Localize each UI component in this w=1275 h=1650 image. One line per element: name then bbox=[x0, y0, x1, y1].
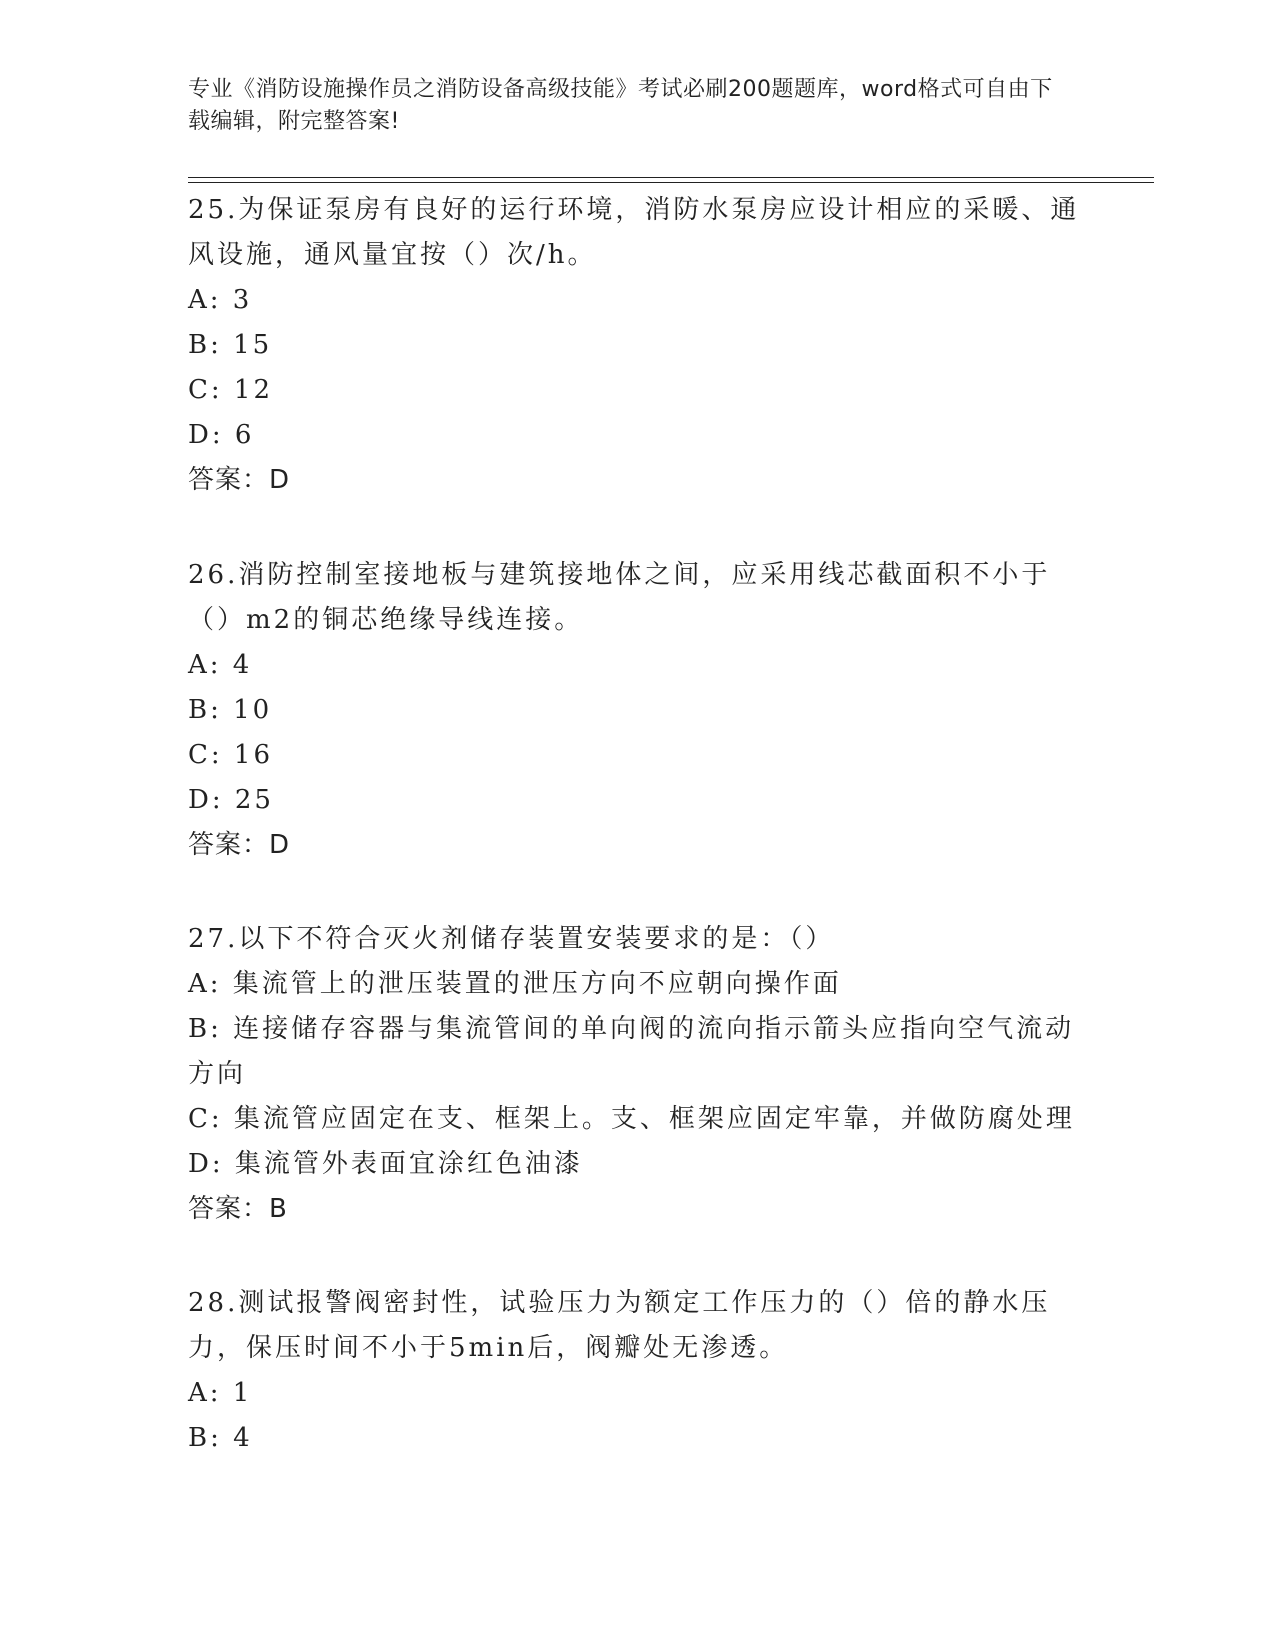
answer-label: 答案：B bbox=[188, 1194, 288, 1224]
answer-label: 答案：D bbox=[188, 465, 291, 495]
answer-label: 答案：D bbox=[188, 830, 291, 860]
question-stem: 27.以下不符合灭火剂储存装置安装要求的是：（） bbox=[188, 924, 835, 954]
question-28 bbox=[188, 1281, 1088, 1461]
option-a: A: 4 bbox=[188, 650, 253, 680]
option-b: B: 15 bbox=[188, 330, 273, 360]
document-header: 专业《消防设施操作员之消防设备高级技能》考试必刷200题题库，word格式可自由下载编辑，附完整答案! bbox=[188, 77, 1053, 134]
option-c: C: 16 bbox=[188, 740, 274, 770]
header-divider-top bbox=[188, 177, 1154, 178]
option-c: C: 12 bbox=[188, 375, 274, 405]
option-b: B: 连接储存容器与集流管间的单向阀的流向指示箭头应指向空气流动方向 bbox=[188, 1014, 1075, 1089]
option-d: D: 25 bbox=[188, 785, 274, 815]
option-c: C: 集流管应固定在支、框架上。支、框架应固定牢靠，并做防腐处理 bbox=[188, 1104, 1075, 1134]
question-27 bbox=[188, 917, 1088, 1232]
option-b: B: 10 bbox=[188, 695, 273, 725]
question-stem: 26.消防控制室接地板与建筑接地体之间，应采用线芯截面积不小于（）m2的铜芯绝缘导线连接。 bbox=[188, 560, 1051, 635]
option-b: B: 4 bbox=[188, 1423, 253, 1453]
question-25 bbox=[188, 188, 1088, 503]
question-26 bbox=[188, 553, 1088, 868]
option-a: A: 集流管上的泄压装置的泄压方向不应朝向操作面 bbox=[188, 969, 842, 999]
option-d: D: 集流管外表面宜涂红色油漆 bbox=[188, 1149, 583, 1179]
header-divider-bottom bbox=[188, 182, 1154, 183]
option-a: A: 3 bbox=[188, 285, 253, 315]
question-stem: 28.测试报警阀密封性，试验压力为额定工作压力的（）倍的静水压力，保压时间不小于5min后，阀瓣处无渗透。 bbox=[188, 1288, 1051, 1363]
question-stem: 25.为保证泵房有良好的运行环境，消防水泵房应设计相应的采暖、通风设施，通风量宜按（）次/h。 bbox=[188, 195, 1080, 270]
option-d: D: 6 bbox=[188, 420, 255, 450]
option-a: A: 1 bbox=[188, 1378, 253, 1408]
